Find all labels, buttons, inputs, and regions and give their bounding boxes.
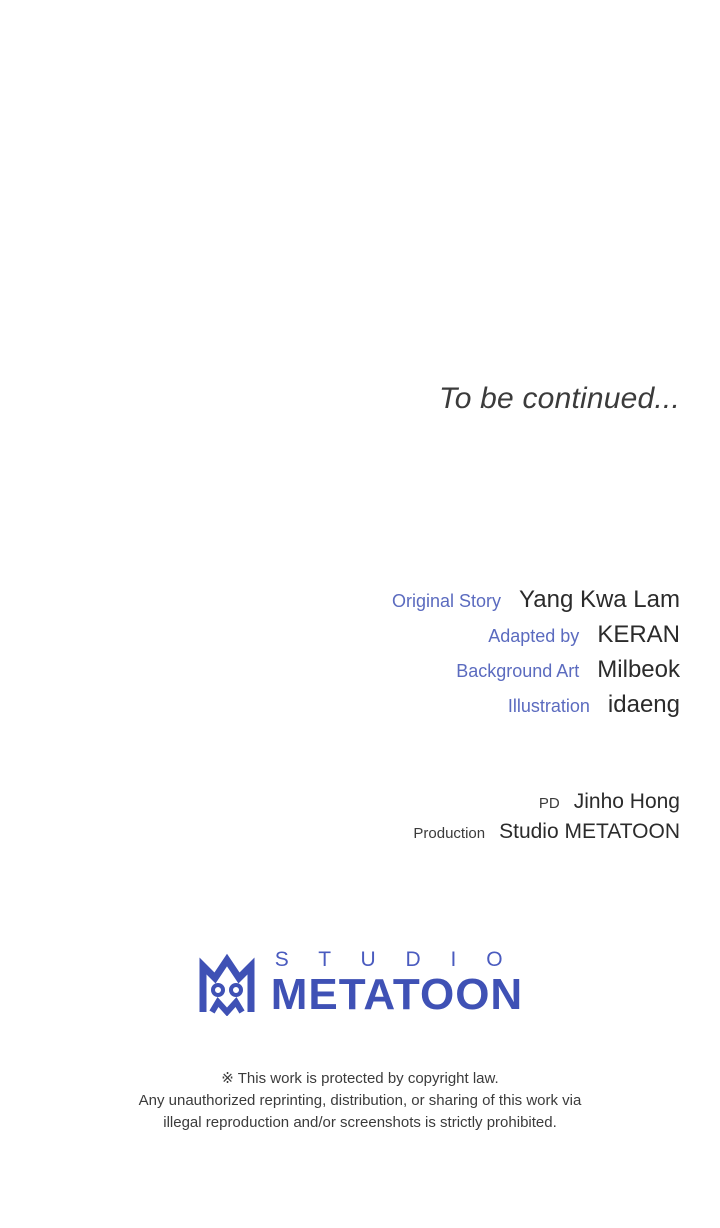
copyright-notice — [0, 1068, 720, 1133]
credit-role: Production — [413, 825, 486, 842]
credit-name: Jinho Hong — [573, 790, 680, 813]
credit-role: Illustration — [507, 696, 590, 716]
secondary-credits-list — [120, 790, 680, 850]
studio-logo-text — [270, 948, 524, 1019]
studio-logo-inner — [197, 948, 524, 1019]
studio-word: S T U D I O — [274, 948, 515, 971]
credit-name: Studio METATOON — [499, 820, 680, 843]
credit-row — [120, 586, 680, 614]
credit-name: Milbeok — [597, 656, 680, 683]
credit-role: Background Art — [456, 661, 580, 681]
credit-row — [120, 790, 680, 814]
credit-row — [120, 656, 680, 684]
credit-role: Adapted by — [488, 626, 580, 646]
copyright-line-3: illegal reproduction and/or screenshots is strictly prohibited. — [163, 1113, 557, 1131]
credit-row — [120, 691, 680, 719]
credit-role: Original Story — [391, 591, 502, 611]
credit-row — [120, 621, 680, 649]
credit-name: KERAN — [597, 621, 680, 648]
studio-logo — [0, 948, 720, 1019]
credit-name: idaeng — [607, 691, 680, 718]
credit-name: Yang Kwa Lam — [519, 586, 680, 613]
main-credits-list — [120, 586, 680, 726]
copyright-line-1: ※ This work is protected by copyright law. — [221, 1070, 499, 1087]
copyright-line-2: Any unauthorized reprinting, distribution, or sharing of this work via — [138, 1091, 582, 1109]
metatoon-word: METATOON — [270, 970, 524, 1019]
cat-face-icon — [197, 952, 267, 1016]
to-be-continued-text: To be continued... — [438, 382, 680, 415]
credit-row — [120, 820, 680, 844]
credit-role: PD — [538, 795, 560, 812]
